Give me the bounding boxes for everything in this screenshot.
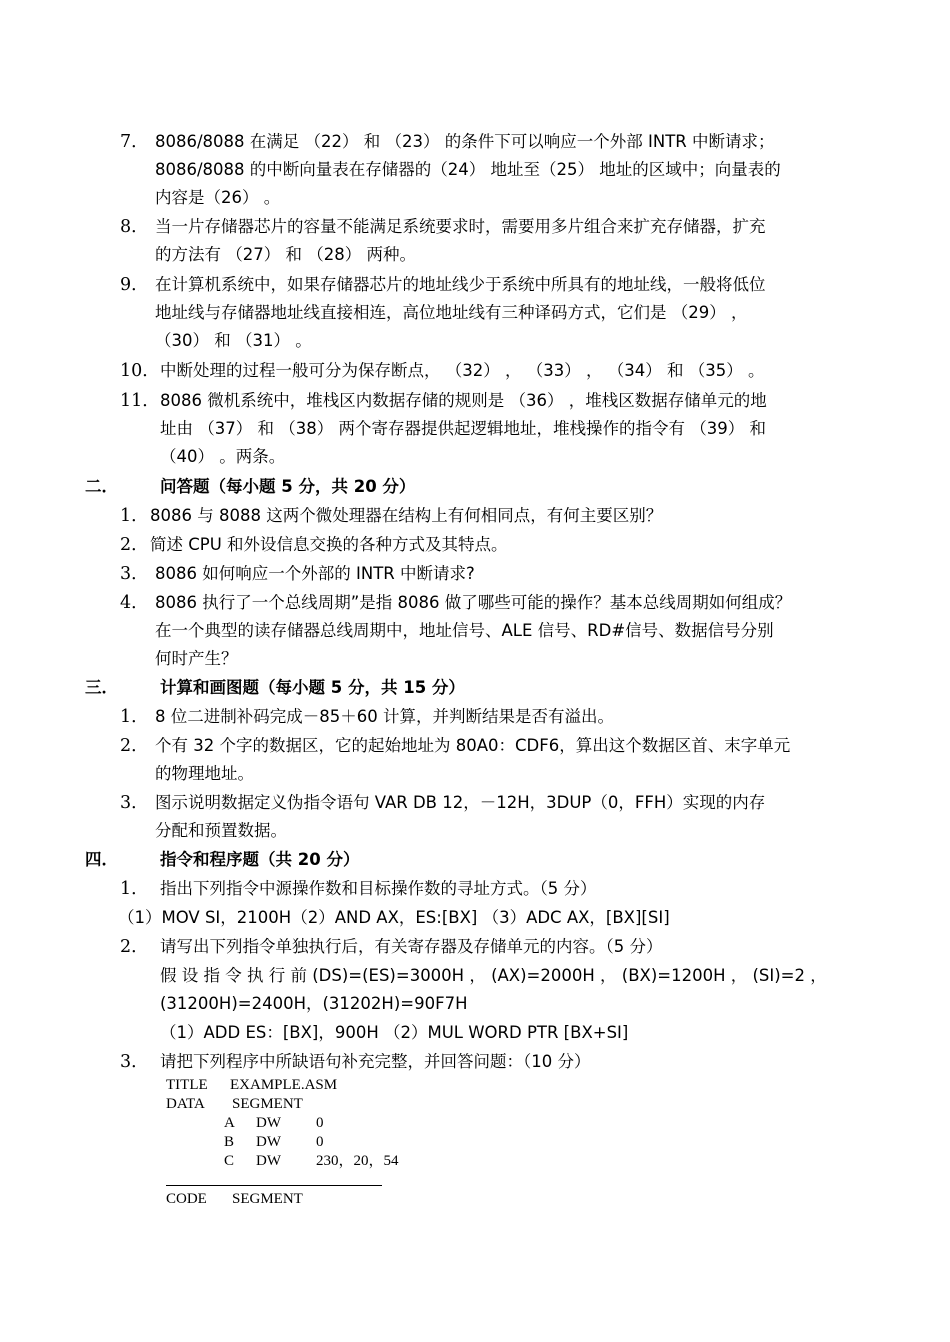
code-var-b-name: B	[224, 1134, 235, 1150]
section-4-number: 四．	[85, 850, 118, 869]
item-9-line-1: 在计算机系统中，如果存储器芯片的地址线少于系统中所具有的地址线，一般将低位	[155, 275, 766, 294]
code-title-keyword: TITLE	[166, 1077, 208, 1093]
code-data-value: SEGMENT	[232, 1096, 303, 1112]
item-7-number: 7．	[120, 132, 149, 152]
item-11-line-2: 址由 （37） 和 （38） 两个寄存器提供起逻辑地址，堆栈操作的指令有 （39） 和	[160, 419, 766, 438]
section-3-number: 三．	[85, 678, 118, 697]
s4-q2-line-3: （1）ADD ES：[BX]，900H （2）MUL WORD PTR [BX+SI]	[160, 1023, 629, 1042]
s3-item-2-number: 2．	[120, 736, 149, 756]
s3-item-3-line-1: 图示说明数据定义伪指令语句 VAR DB 12，－12H，3DUP（0，FFH）实现的内存	[155, 793, 766, 812]
item-9-number: 9．	[120, 275, 149, 295]
code-var-a-name: A	[224, 1115, 235, 1131]
s4-q1-number: 1．	[120, 879, 149, 899]
s2-item-2-number: 2．	[120, 535, 149, 555]
item-10-number: 10．	[120, 361, 160, 381]
code-data-keyword: DATA	[166, 1096, 205, 1112]
s4-q2-text: 请写出下列指令单独执行后，有关寄存器及存储单元的内容。（5 分）	[160, 937, 663, 956]
item-11-line-3: （40） 。两条。	[160, 447, 286, 466]
s2-item-1-line-1: 8086 与 8088 这两个微处理器在结构上有何相同点，有何主要区别？	[150, 506, 663, 525]
s3-item-2-line-2: 的物理地址。	[155, 764, 254, 783]
code-code-value: SEGMENT	[232, 1191, 303, 1207]
s2-item-4-line-1: 8086 执行了一个总线周期”是指 8086 做了哪些可能的操作？基本总线周期如何组成？	[155, 593, 792, 612]
code-var-a-value: 0	[316, 1115, 324, 1131]
section-2-title: 问答题（每小题 5 分，共 20 分）	[160, 477, 416, 496]
section-4-title: 指令和程序题（共 20 分）	[160, 850, 360, 869]
s4-q3-text: 请把下列程序中所缺语句补充完整，并回答问题：（10 分）	[160, 1052, 591, 1071]
code-var-c-type: DW	[256, 1153, 281, 1169]
item-11-number: 11．	[120, 391, 160, 411]
s3-item-1-line-1: 8 位二进制补码完成－85＋60 计算，并判断结果是否有溢出。	[155, 707, 614, 726]
item-11-line-1: 8086 微机系统中，堆栈区内数据存储的规则是 （36） ，堆栈区数据存储单元的地	[160, 391, 767, 410]
s3-item-3-line-2: 分配和预置数据。	[155, 821, 287, 840]
s2-item-4-line-2: 在一个典型的读存储器总线周期中，地址信号、ALE 信号、RD#信号、数据信号分别	[155, 621, 774, 640]
s2-item-1-number: 1．	[120, 506, 149, 526]
s2-item-3-line-1: 8086 如何响应一个外部的 INTR 中断请求?	[155, 564, 475, 583]
code-var-a-type: DW	[256, 1115, 281, 1131]
section-3-title: 计算和画图题（每小题 5 分，共 15 分）	[160, 678, 465, 697]
item-7-line-2: 8086/8088 的中断向量表在存储器的（24） 地址至（25） 地址的区域中；向量表的	[155, 160, 781, 179]
item-9-line-2: 地址线与存储器地址线直接相连，高位地址线有三种译码方式，它们是 （29） ，	[155, 303, 748, 322]
s4-q1-text: 指出下列指令中源操作数和目标操作数的寻址方式。（5 分）	[160, 879, 597, 898]
s4-q3-number: 3．	[120, 1052, 149, 1072]
s3-item-2-line-1: 个有 32 个字的数据区，它的起始地址为 80A0：CDF6，算出这个数据区首、末字单元	[155, 736, 791, 755]
code-var-c-name: C	[224, 1153, 235, 1169]
section-2-number: 二．	[85, 477, 118, 496]
code-var-b-value: 0	[316, 1134, 324, 1150]
s2-item-2-line-1: 简述 CPU 和外设信息交换的各种方式及其特点。	[150, 535, 508, 554]
item-10-line-1: 中断处理的过程一般可分为保存断点， （32） ， （33） ， （34） 和 （35） 。	[160, 361, 765, 380]
item-7-line-1: 8086/8088 在满足 （22） 和 （23） 的条件下可以响应一个外部 INTR 中断请求；	[155, 132, 775, 151]
code-code-keyword: CODE	[166, 1191, 207, 1207]
item-8-line-1: 当一片存储器芯片的容量不能满足系统要求时，需要用多片组合来扩充存储器，扩充	[155, 217, 766, 236]
item-9-line-3: （30） 和 （31） 。	[155, 331, 312, 350]
s4-q2-line-2: (31200H)=2400H，(31202H)=90F7H	[160, 994, 468, 1013]
item-7-line-3: 内容是（26） 。	[155, 188, 281, 207]
s3-item-3-number: 3．	[120, 793, 149, 813]
blank-answer-line	[166, 1185, 382, 1186]
s3-item-1-number: 1．	[120, 707, 149, 727]
s4-q1-instructions: （1）MOV SI，2100H（2）AND AX，ES:[BX] （3）ADC AX，[BX][SI]	[118, 908, 670, 927]
code-var-b-type: DW	[256, 1134, 281, 1150]
code-title-value: EXAMPLE.ASM	[230, 1077, 338, 1093]
item-8-number: 8．	[120, 217, 149, 237]
s2-item-3-number: 3．	[120, 564, 149, 584]
s2-item-4-number: 4．	[120, 593, 149, 613]
s2-item-4-line-3: 何时产生？	[155, 649, 238, 668]
s4-q2-number: 2．	[120, 937, 149, 957]
code-var-c-value: 230，20，54	[316, 1153, 399, 1169]
item-8-line-2: 的方法有 （27） 和 （28） 两种。	[155, 245, 416, 264]
s4-q2-line-1: 假 设 指 令 执 行 前 (DS)=(ES)=3000H ， (AX)=2000H ， (BX)=1200H ， (SI)=2 ，	[160, 966, 827, 985]
